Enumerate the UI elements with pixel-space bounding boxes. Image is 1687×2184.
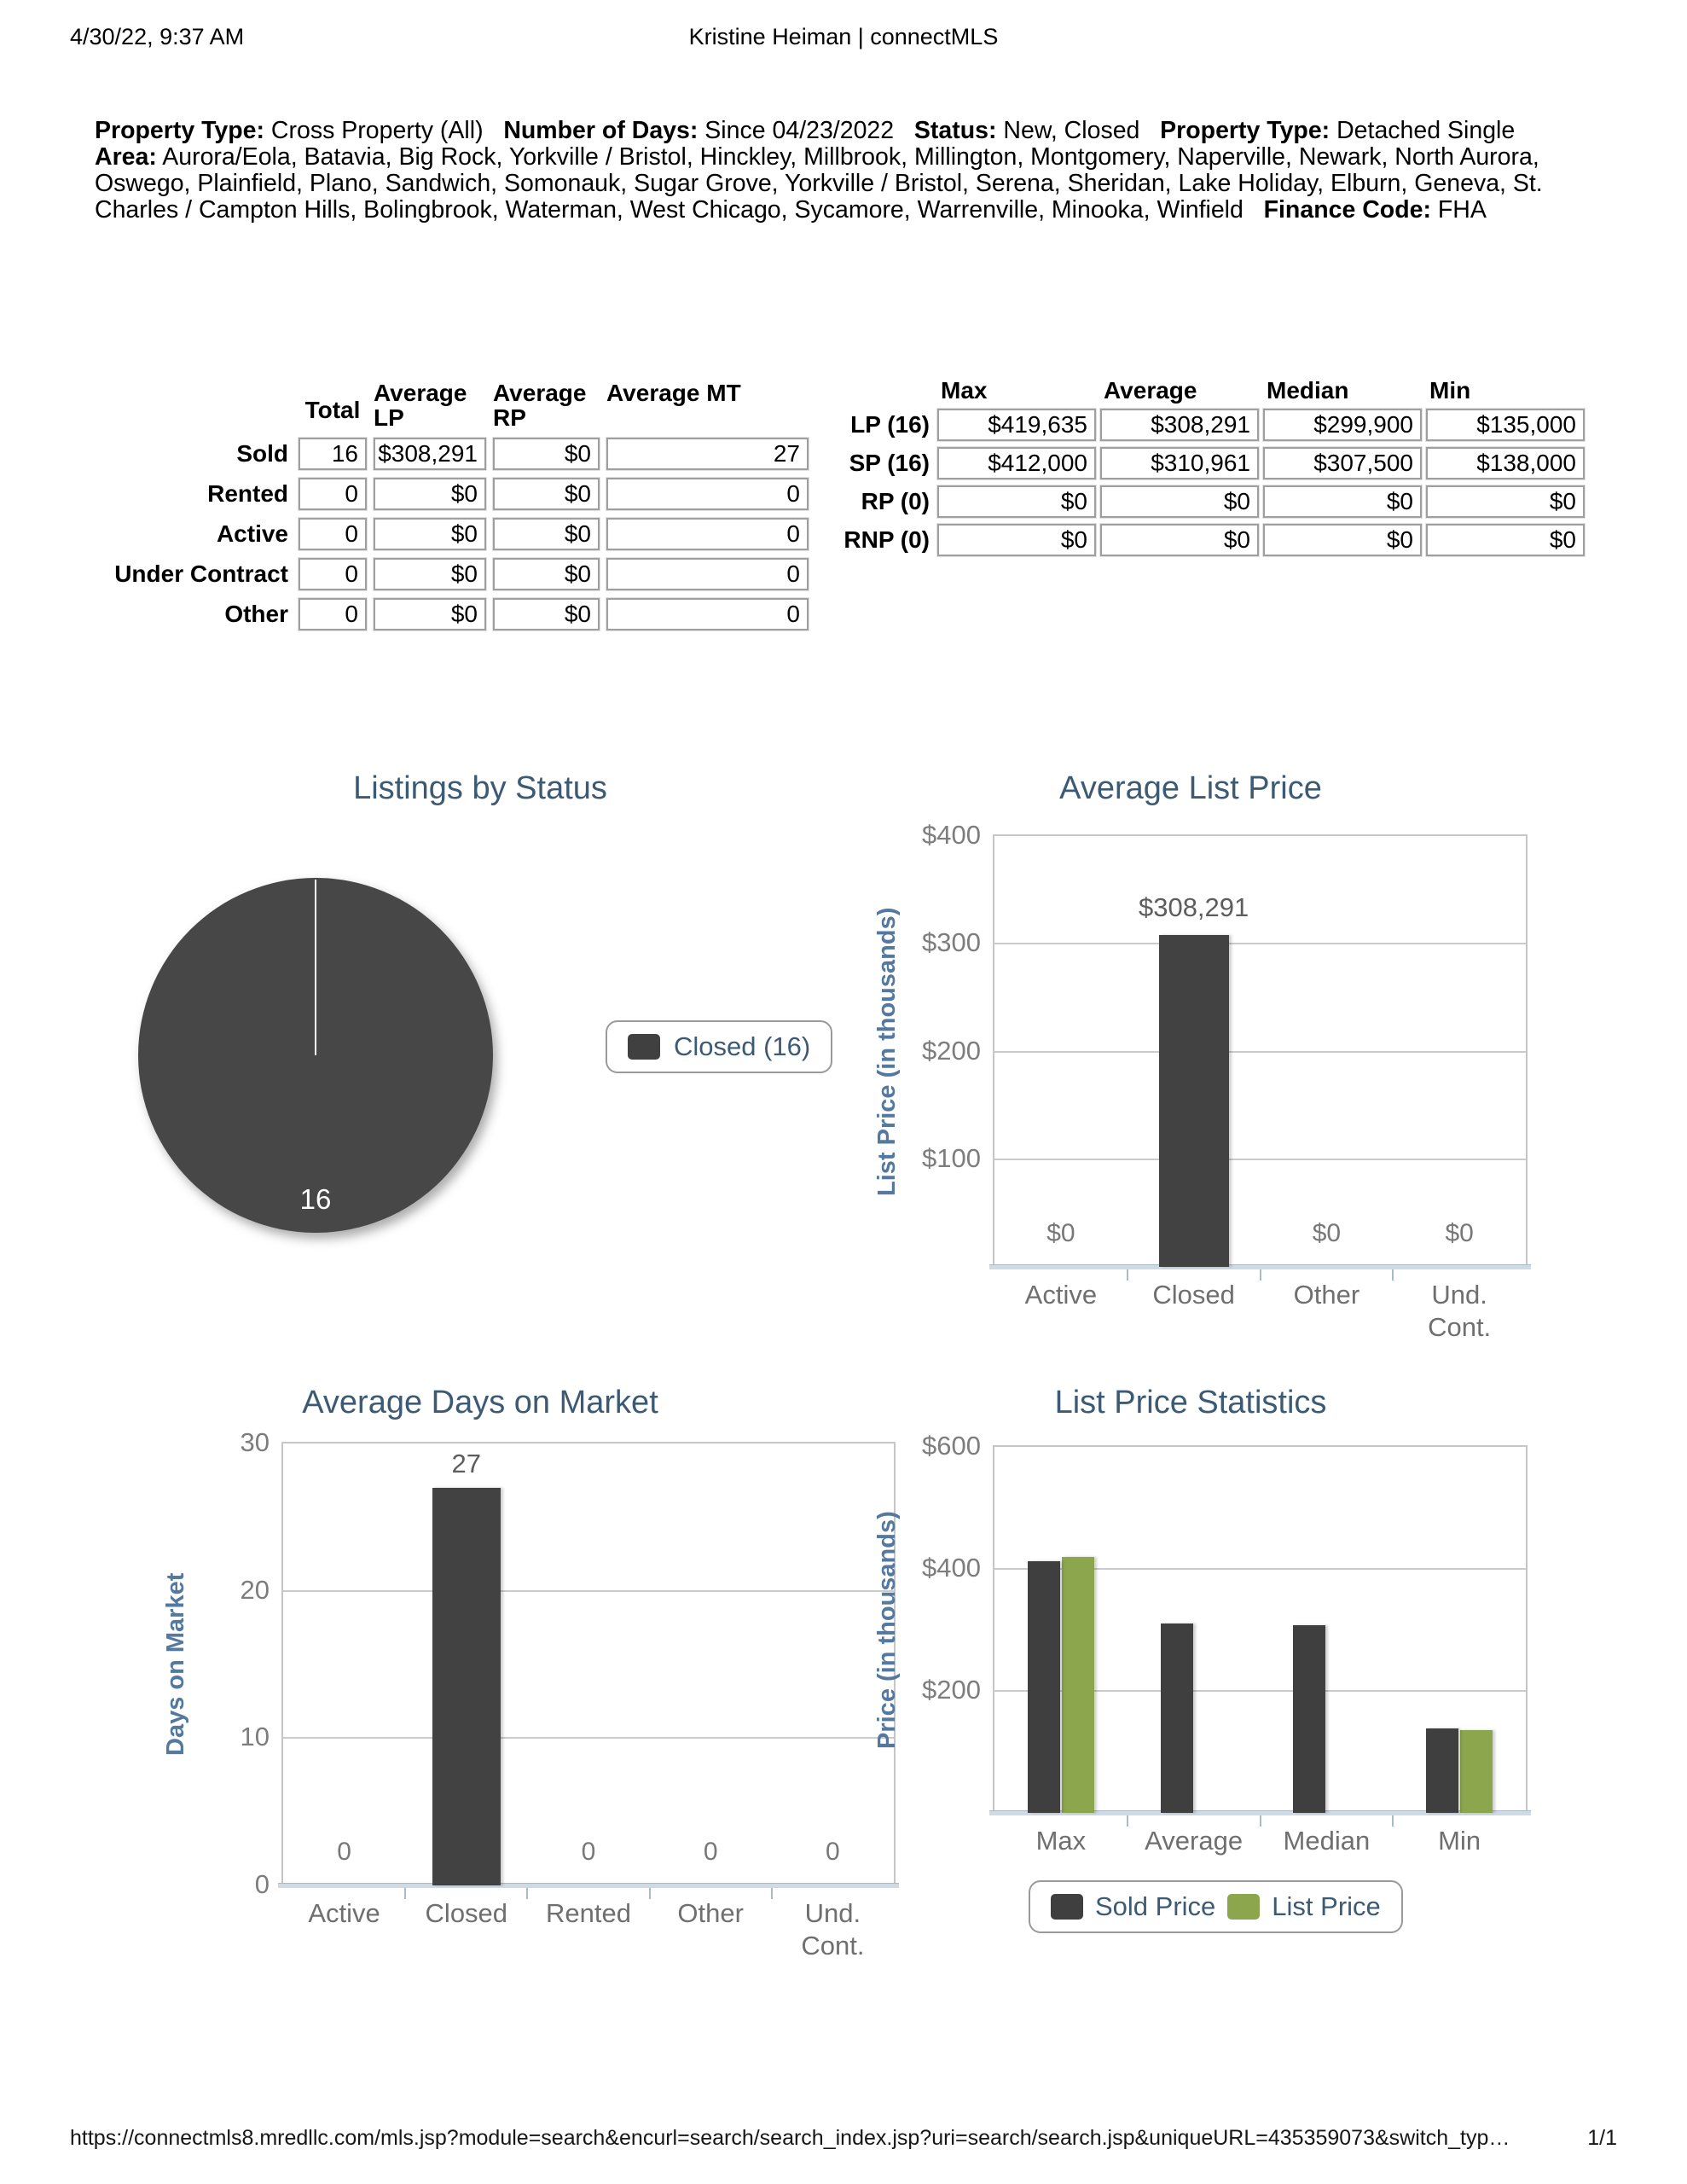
zero-value-label: $0 [1046,1219,1075,1247]
zero-value-label: $0 [1312,1219,1342,1247]
column-header: Max [941,377,988,404]
criteria-label: Number of Days: [503,117,699,144]
row-label: Sold [236,440,288,467]
list-price-statistics-plot [873,1431,1528,1856]
x-axis-tick [771,1888,773,1899]
status-summary-table [96,380,809,630]
x-tick-label [801,1897,864,1962]
value-box: $135,000 [1426,409,1585,441]
x-tick-label [546,1897,631,1930]
bar-value-label: 27 [451,1448,482,1478]
row-label: Other [224,601,288,627]
list-price-legend-label: List Price [1272,1891,1381,1921]
x-tick-label [308,1897,380,1930]
value-box: $299,900 [1263,409,1422,441]
zero-value-label: $0 [1445,1219,1474,1247]
column-header: Min [1429,377,1471,404]
value-box: 0 [606,598,809,630]
y-tick-label: $400 [922,820,981,850]
value-box: $419,635 [937,409,1096,441]
value-box: $0 [493,478,600,510]
x-tick-label [1036,1825,1087,1857]
pie-slice-value-label: 16 [299,1183,332,1215]
x-tick-label-line: Cont. [801,1931,865,1960]
value-box: 0 [299,558,367,590]
row-label: RNP (0) [844,526,930,553]
row-label: RP (0) [861,488,930,514]
column-header: Median [1267,377,1349,404]
list-price-statistics-legend [1029,1880,1403,1933]
x-tick-label [677,1897,744,1930]
bar-value-label: $308,291 [1138,892,1249,922]
row-label: Rented [207,480,288,507]
value-box: $0 [1426,524,1585,556]
criteria-label: Status: [913,117,997,144]
y-tick-label: 0 [254,1869,270,1899]
y-tick-label: $400 [922,1553,981,1583]
value-box: $0 [1100,485,1259,518]
value-box: $0 [374,478,486,510]
x-tick-label-line: Rented [546,1898,631,1928]
value-box: 0 [299,478,367,510]
bar-closed [1159,935,1229,1267]
criteria-label: Property Type: [95,117,265,144]
value-box: 27 [606,438,809,470]
x-tick-label-line: Und. [1431,1280,1487,1310]
y-tick-label: 20 [240,1574,270,1605]
search-criteria-summary [95,118,1594,224]
print-timestamp: 4/30/22, 9:37 AM [70,24,245,49]
avg-list-price-plot [873,820,1528,1342]
value-box: $138,000 [1426,447,1585,479]
value-box: $0 [374,558,486,590]
column-header: Average [1104,377,1197,404]
x-tick-label-line: Other [677,1898,744,1928]
closed-legend-label: Closed (16) [674,1031,811,1061]
bar-sold-price [1426,1728,1458,1813]
row-label: LP (16) [850,411,930,438]
x-tick-label-line: Closed [425,1898,508,1928]
avg-days-on-market-plot [162,1427,896,1960]
source-url: https://connectmls8.mredllc.com/mls.jsp?module=search&encurl=search/search_index.jsp?uri=search/search.jsp&uniqueURL=435359073&switch_typ… [70,2126,1510,2150]
value-box: $0 [493,438,600,470]
y-tick-label: $200 [922,1675,981,1705]
closed-legend-swatch [628,1034,660,1060]
bar-list-price [1460,1730,1493,1813]
zero-value-label: 0 [703,1838,718,1866]
avg-days-on-market-y-axis-title: Days on Market [162,1572,189,1757]
bar-closed [432,1488,501,1885]
criteria-label: Area: [95,143,157,171]
pie-chart-title: Listings by Status [353,770,607,806]
x-tick-label [1294,1279,1360,1311]
value-box: $412,000 [937,447,1096,479]
row-label: Active [216,520,288,547]
x-tick-label-line: Max [1035,1826,1087,1856]
value-box: 0 [606,478,809,510]
gridline [994,1051,1526,1053]
x-axis-tick [1392,1815,1394,1827]
column-header-line: Average [374,380,467,406]
value-box: $0 [493,518,600,550]
value-box: $307,500 [1263,447,1422,479]
zero-value-label: 0 [826,1838,840,1866]
price-statistics-table [839,378,1585,556]
column-header-line: Average MT [606,380,741,406]
criteria-segment: Number of Days: Since 04/23/2022 [503,117,914,144]
page-number: 1/1 [1587,2126,1617,2150]
value-box: 0 [299,598,367,630]
criteria-segment: Property Type: Detached Single [1160,117,1529,144]
x-tick-label-line: Average [1145,1826,1244,1856]
x-tick-label-line: Median [1283,1826,1371,1856]
criteria-segment: Status: New, Closed [913,117,1161,144]
value-box: $0 [1100,524,1259,556]
gridline [994,1159,1526,1160]
value-box: $308,291 [374,438,486,470]
x-axis-tick [526,1888,528,1899]
value-box: $0 [493,558,600,590]
zero-value-label: 0 [337,1838,351,1866]
value-box: $0 [374,518,486,550]
column-header [374,380,486,430]
x-tick-label [426,1897,508,1930]
x-axis-tick [1260,1269,1261,1281]
bar-sold-price [1028,1561,1060,1813]
x-axis-tick [1260,1815,1261,1827]
criteria-label: Property Type: [1160,117,1330,144]
criteria-segment: Finance Code: FHA [1263,196,1487,224]
pie-slice-divider [315,880,316,1055]
value-box: 0 [606,518,809,550]
gridline [283,1590,894,1592]
bar-sold-price [1161,1623,1193,1813]
x-axis-tick [1127,1269,1128,1281]
x-tick-label [1284,1825,1371,1857]
avg-list-price-y-axis-title: List Price (in thousands) [873,907,901,1196]
x-axis-tick [404,1888,406,1899]
bar-list-price [1062,1557,1094,1813]
row-label: Under Contract [114,561,288,587]
x-tick-label-line: Active [308,1898,380,1928]
value-box: $0 [1426,485,1585,518]
zero-value-label: 0 [581,1838,596,1866]
x-tick-label-line: Closed [1152,1280,1235,1310]
value-box: $0 [493,598,600,630]
column-header-line: LP [374,404,404,431]
criteria-segment: Property Type: Cross Property (All) [95,117,504,144]
sold-price-legend-label: Sold Price [1095,1891,1216,1921]
x-axis-baseline [278,1883,899,1888]
column-header-spacer [839,378,933,403]
avg-list-price-chart-title: Average List Price [1059,770,1322,806]
criteria-segment: Area: Aurora/Eola, Batavia, Big Rock, Yorkville / Bristol, Hinckley, Millbrook, Millington, Montgomery, Naperville, Newark, North Aurora, Oswego, Plainfield, Plano, Sandwich, Somonauk, Sugar Grove, Yorkville / Bristol, Serena, Sheridan, Lake Holiday, Elburn, Geneva, St. Charles / Campton Hills, Bolingbrook, Waterman, West Chicago, Sycamore, Warrenville, Minooka, Winfield [95,143,1543,224]
value-box: $308,291 [1100,409,1259,441]
y-tick-label: 30 [240,1427,270,1457]
x-axis-tick [1127,1815,1128,1827]
page-title: Kristine Heiman | connectMLS [688,24,999,49]
column-header-line: RP [493,404,526,431]
column-header [299,380,367,430]
bar-sold-price [1293,1625,1325,1813]
x-tick-label-line: Other [1293,1280,1360,1310]
x-tick-label [1438,1825,1481,1857]
value-box: 16 [299,438,367,470]
column-header [606,380,809,430]
x-tick-label-line: Und. [804,1898,861,1928]
x-tick-label-line: Active [1024,1280,1098,1310]
column-header-line: Average [493,380,587,406]
gridline [283,1737,894,1739]
x-axis-tick [649,1888,651,1899]
pie-legend [606,1020,832,1073]
x-tick-label [1025,1279,1097,1311]
list-price-statistics-y-axis-title: Price (in thousands) [873,1511,901,1749]
y-tick-label: $200 [922,1035,981,1066]
value-box: $0 [1263,485,1422,518]
value-box: $0 [1263,524,1422,556]
sold-price-legend-swatch [1051,1894,1083,1920]
y-tick-label: $600 [922,1431,981,1461]
y-tick-label: $300 [922,927,981,958]
x-tick-label-line: Cont. [1428,1312,1492,1342]
x-tick-label [1152,1279,1235,1311]
column-header [493,380,600,430]
x-tick-label [1145,1825,1243,1857]
value-box: $0 [937,524,1096,556]
y-tick-label: $100 [922,1142,981,1173]
criteria-label: Finance Code: [1263,196,1431,224]
list-price-statistics-chart-title: List Price Statistics [1054,1385,1327,1420]
gridline [994,943,1526,944]
value-box: 0 [606,558,809,590]
y-tick-label: 10 [240,1722,270,1752]
x-tick-label [1428,1279,1491,1344]
x-tick-label-line: Min [1438,1826,1481,1856]
list-price-legend-swatch [1227,1894,1260,1920]
row-label: SP (16) [849,450,930,476]
value-box: $0 [374,598,486,630]
value-box: $310,961 [1100,447,1259,479]
x-axis-tick [1392,1269,1394,1281]
avg-days-on-market-chart-title: Average Days on Market [302,1385,658,1420]
column-header-spacer [96,380,292,430]
listings-by-status-pie [138,878,493,1233]
column-header-line: Total [304,397,361,423]
value-box: 0 [299,518,367,550]
value-box: $0 [937,485,1096,518]
